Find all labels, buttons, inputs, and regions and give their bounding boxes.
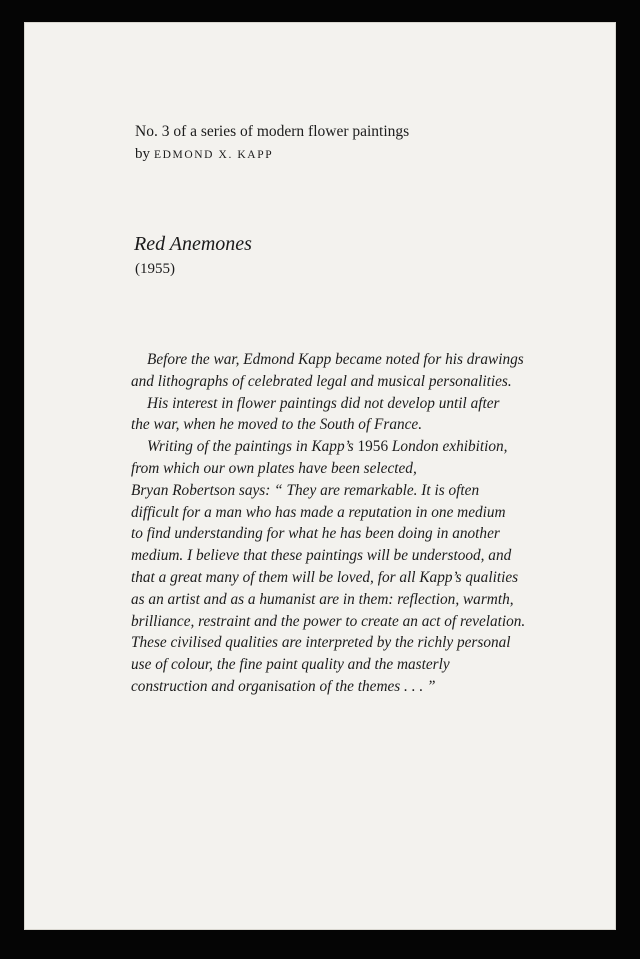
text-line: difficult for a man who has made a reputation in one medium xyxy=(131,503,506,521)
text-line: medium. I believe that these paintings will be understood, and xyxy=(131,547,512,565)
text-line: as an artist and as a humanist are in them: reflection, warmth, xyxy=(131,590,514,608)
text-fragment: Writing of the paintings in Kapp’s xyxy=(147,438,354,456)
text-line: Bryan Robertson says: “ They are remarkable. It is often xyxy=(131,481,480,499)
exhibition-year: 1956 xyxy=(357,438,389,456)
text-line: use of colour, the fine paint quality and the masterly xyxy=(131,656,450,674)
text-line: and lithographs of celebrated legal and musical personalities. xyxy=(131,372,512,390)
series-line: No. 3 of a series of modern flower paintings xyxy=(135,123,410,140)
text-line: Before the war, Edmond Kapp became noted for his drawings xyxy=(147,351,524,368)
text-line: from which our own plates have been selected, xyxy=(131,459,417,477)
leaflet-page xyxy=(24,22,616,930)
text-line: brilliance, restraint and the power to create an act of revelation. xyxy=(131,612,526,630)
byline xyxy=(135,146,273,163)
text-line: His interest in flower paintings did not develop until after xyxy=(147,394,500,412)
text-line: These civilised qualities are interpreted by the richly personal xyxy=(131,634,511,652)
description-text xyxy=(131,349,601,698)
text-line: construction and organisation of the themes . . . ” xyxy=(131,677,436,695)
by-label: by xyxy=(135,146,150,162)
text-fragment: London exhibition, xyxy=(391,438,508,456)
painting-year: (1955) xyxy=(135,261,175,277)
artist-name: EDMOND X. KAPP xyxy=(154,149,274,161)
text-line: to find understanding for what he has been doing in another xyxy=(131,525,500,543)
painting-title: Red Anemones xyxy=(134,233,252,255)
text-line: the war, when he moved to the South of France. xyxy=(131,416,423,434)
text-line: that a great many of them will be loved, for all Kapp’s qualities xyxy=(131,568,519,586)
text-line xyxy=(131,436,601,458)
